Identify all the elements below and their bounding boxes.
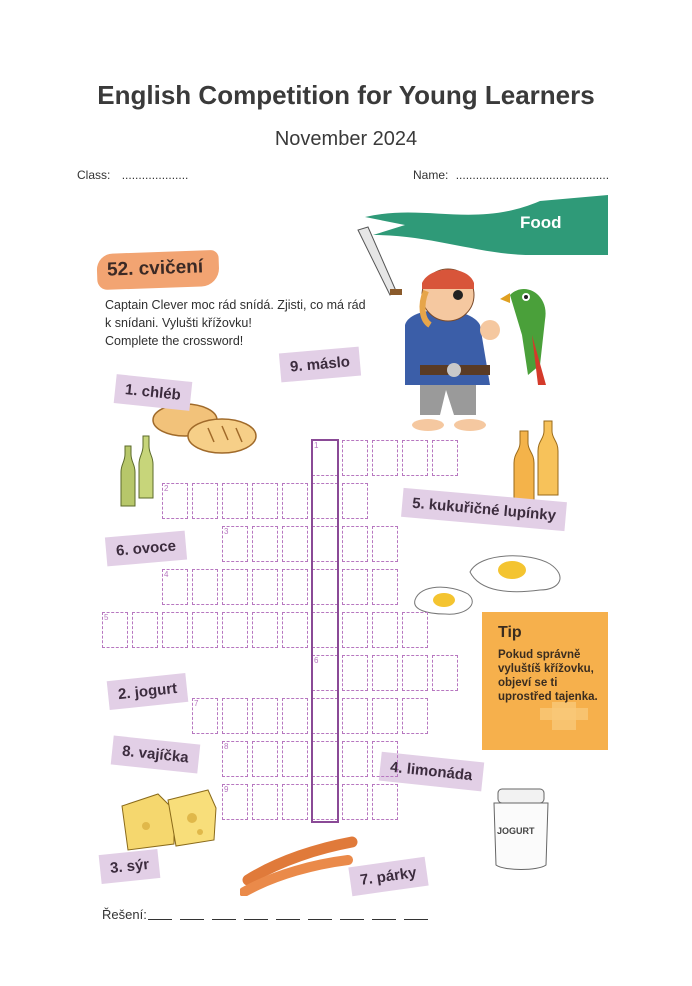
exercise-title: 52. cvičení [106,256,204,281]
crossword-cell[interactable] [342,483,368,519]
crossword-cell[interactable] [282,612,308,648]
clue-5: 5. kukuřičné lupínky [401,488,567,531]
crossword-cell[interactable] [282,698,308,734]
crossword-cell[interactable] [282,784,308,820]
clue-8: 8. vajíčka [111,736,200,774]
solution-blank[interactable] [148,919,172,920]
clue-9: 9. máslo [279,347,361,383]
crossword-cell[interactable] [222,569,248,605]
crossword-cell[interactable] [342,569,368,605]
crossword-cell[interactable] [102,612,128,648]
crossword-cell[interactable] [222,741,248,777]
crossword-cell[interactable] [252,483,278,519]
page-subtitle: November 2024 [274,128,418,150]
cell-number: 2 [164,484,169,493]
crossword-cell[interactable] [342,655,368,691]
solution-blank[interactable] [404,919,428,920]
crossword-cell[interactable] [222,784,248,820]
tip-text: Pokud správně vyluštíš křížovku, objeví se ti uprostřed tajenka. [498,649,598,703]
eggs-illustration [410,550,565,620]
crossword-cell[interactable] [342,784,368,820]
crossword-cell[interactable] [192,483,218,519]
instruction-line-3: Complete the crossword! [105,334,244,348]
solution-blank[interactable] [308,919,332,920]
solution-blank[interactable] [180,919,204,920]
page-title: English Competition for Young Learners [97,80,595,110]
food-label: Food [520,213,562,232]
solution-column [311,439,339,823]
crossword-cell[interactable] [282,569,308,605]
clue-7: 7. párky [348,857,428,896]
crossword-cell[interactable] [162,612,188,648]
pirate-illustration [350,225,560,440]
crossword-cell[interactable] [192,569,218,605]
crossword-cell[interactable] [222,612,248,648]
crossword-cell[interactable] [252,569,278,605]
cell-number: 6 [314,656,319,665]
crossword-cell[interactable] [402,612,428,648]
crossword-cell[interactable] [162,483,188,519]
crossword-cell[interactable] [192,698,218,734]
crossword-cell[interactable] [252,526,278,562]
crossword-cell[interactable] [222,526,248,562]
crossword-cell[interactable] [252,698,278,734]
crossword-cell[interactable] [372,698,398,734]
crossword-cell[interactable] [372,569,398,605]
crossword-cell[interactable] [162,569,188,605]
solution-blank[interactable] [212,919,236,920]
crossword-cell[interactable] [342,526,368,562]
cell-number: 9 [224,785,229,794]
instruction-line-1: Captain Clever moc rád snídá. Zjisti, co má rád [105,298,366,312]
cell-number: 5 [104,613,109,622]
tip-title: Tip [498,624,522,641]
crossword-cell[interactable] [372,655,398,691]
crossword-cell[interactable] [252,612,278,648]
name-blank: .............................................. [455,168,610,182]
crossword-cell[interactable] [432,655,458,691]
cell-number: 4 [164,570,169,579]
name-field[interactable] [413,168,609,182]
clue-6: 6. ovoce [105,531,187,567]
crossword-cell[interactable] [252,741,278,777]
sausages-illustration [240,830,358,896]
solution-label: Řešení: [102,907,147,922]
crossword-cell[interactable] [372,784,398,820]
green-bottles-illustration [113,432,161,510]
clue-1: 1. chléb [114,374,192,411]
crossword-cell[interactable] [402,698,428,734]
crossword-cell[interactable] [372,741,398,777]
name-label: Name: [413,168,449,182]
juice-bottles-illustration [508,415,568,511]
cell-number: 7 [194,699,199,708]
cell-number: 1 [314,441,319,450]
crossword-cell[interactable] [372,440,398,476]
crossword-cell[interactable] [372,526,398,562]
crossword-cell[interactable] [342,741,368,777]
instruction-line-2: k snídani. Vylušti křížovku! [105,316,252,330]
crossword-cell[interactable] [252,784,278,820]
clue-3: 3. sýr [99,849,161,884]
crossword-cell[interactable] [192,612,218,648]
crossword-cell[interactable] [402,440,428,476]
crossword-cell[interactable] [432,440,458,476]
solution-blank[interactable] [372,919,396,920]
crossword-cell[interactable] [222,698,248,734]
cell-number: 8 [224,742,229,751]
crossword-cell[interactable] [402,655,428,691]
yogurt-jar-label: JOGURT [497,826,535,836]
clue-2: 2. jogurt [107,673,189,710]
crossword-cell[interactable] [282,741,308,777]
cheese-illustration [118,782,218,852]
crossword-cell[interactable] [132,612,158,648]
crossword-cell[interactable] [222,483,248,519]
clue-4: 4. limonáda [379,752,484,792]
crossword-cell[interactable] [342,612,368,648]
solution-blank[interactable] [340,919,364,920]
solution-blank[interactable] [276,919,300,920]
class-label: Class: [77,168,111,182]
crossword-cell[interactable] [282,483,308,519]
class-field[interactable] [77,168,188,182]
crossword-cell[interactable] [282,526,308,562]
crossword-cell[interactable] [342,440,368,476]
crossword-cell[interactable] [342,698,368,734]
class-blank: .................... [121,168,189,182]
cell-number: 3 [224,527,229,536]
solution-blank[interactable] [244,919,268,920]
crossword-cell[interactable] [372,612,398,648]
